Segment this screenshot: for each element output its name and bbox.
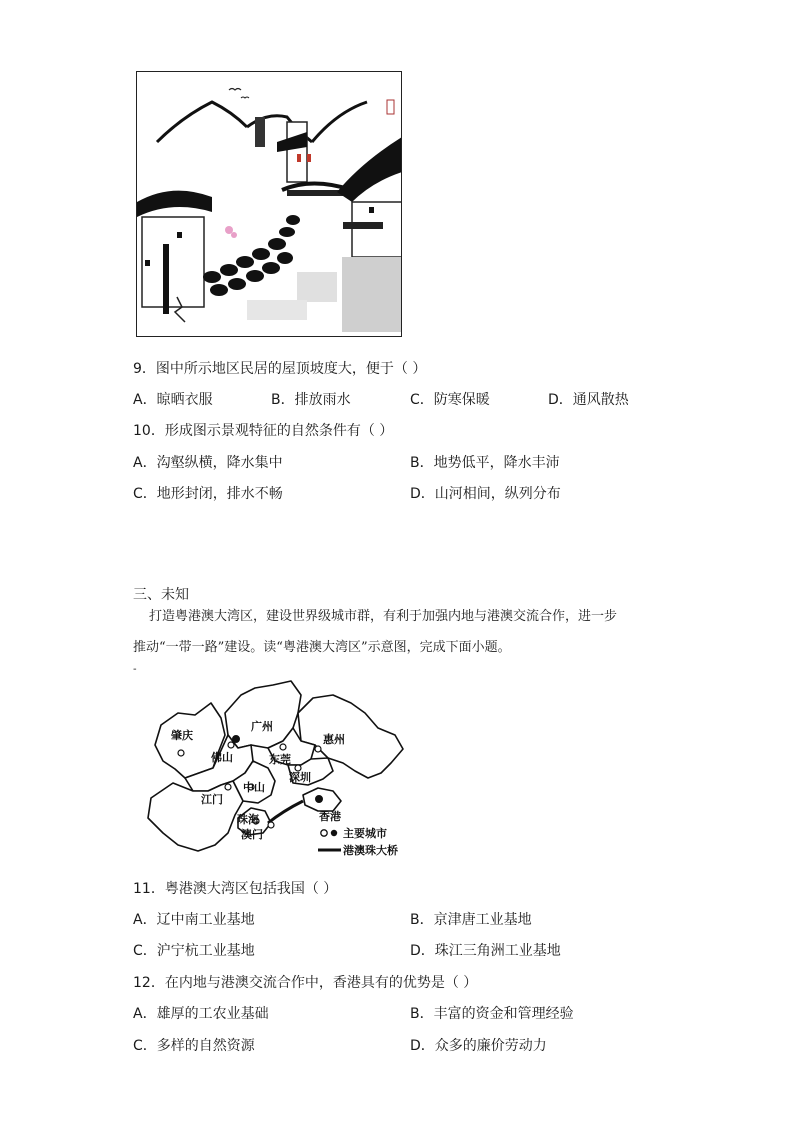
city-label-foshan: 佛山 [211,751,233,764]
city-label-dongguan: 东莞 [269,753,291,766]
legend-bridge-label: 港澳珠大桥 [343,844,398,857]
region-jiangmen [148,781,243,851]
city-dot-macau [268,822,274,828]
q9-option-a[interactable]: A．晾晒衣服 [133,392,213,408]
city-label-zhuhai: 珠海 [237,813,259,826]
intro-line-2: 推动“一带一路”建设。读“粤港澳大湾区”示意图，完成下面小题。 [133,640,511,655]
ink-painting-figure [136,71,402,337]
q9-option-b[interactable]: B．排放雨水 [271,392,351,408]
city-label-zhongshan: 中山 [243,781,265,794]
gba-map-figure [133,673,413,863]
bird-mark [229,89,241,91]
q12-option-d[interactable]: D．众多的廉价劳动力 [410,1038,547,1054]
city-label-jiangmen: 江门 [201,793,223,806]
q12-option-b[interactable]: B．丰富的资金和管理经验 [410,1006,574,1022]
city-dot-huizhou [315,746,321,752]
q10-option-b[interactable]: B．地势低平，降水丰沛 [410,455,560,471]
city-dot-dongguan [280,744,286,750]
q11-option-a[interactable]: A．辽中南工业基地 [133,912,255,928]
ink-painting [137,72,402,337]
question-9-stem: 9．图中所示地区民居的屋顶坡度大，便于（ ） [133,361,427,377]
city-label-zhaoqing: 肇庆 [171,729,193,742]
q10-option-a[interactable]: A．沟壑纵横，降水集中 [133,455,283,471]
city-dot-jiangmen [225,784,231,790]
city-label-macau: 澳门 [241,828,263,841]
city-dot-hongkong [316,796,323,803]
legend-dot-filled [331,830,337,836]
q10-option-d[interactable]: D．山河相间，纵列分布 [410,486,561,502]
legend-dot-open [321,830,327,836]
city-dot-foshan [228,742,234,748]
q9-option-d[interactable]: D．通风散热 [548,392,629,408]
bridge-line [268,801,303,823]
legend-city-label: 主要城市 [343,827,387,840]
stray-mark: - [133,664,137,675]
q11-option-d[interactable]: D．珠江三角洲工业基地 [410,943,561,959]
question-11-stem: 11．粤港澳大湾区包括我国（ ） [133,881,338,897]
bird-mark [241,97,249,98]
q10-option-c[interactable]: C．地形封闭，排水不畅 [133,486,283,502]
question-10-stem: 10．形成图示景观特征的自然条件有（ ） [133,423,394,439]
city-label-shenzhen: 深圳 [289,771,311,784]
section-title: 三、未知 [133,587,189,603]
question-12-stem: 12．在内地与港澳交流合作中，香港具有的优势是（ ） [133,975,478,991]
q11-option-c[interactable]: C．沪宁杭工业基地 [133,943,255,959]
q12-option-c[interactable]: C．多样的自然资源 [133,1038,255,1054]
city-dot-zhaoqing [178,750,184,756]
city-label-hongkong: 香港 [319,810,341,823]
q12-option-a[interactable]: A．雄厚的工农业基础 [133,1006,269,1022]
city-label-guangzhou: 广州 [251,720,273,733]
intro-line-1: 打造粤港澳大湾区，建设世界级城市群，有利于加强内地与港澳交流合作，进一步 [149,609,618,624]
city-label-huizhou: 惠州 [323,733,345,746]
city-dot-guangzhou [233,736,240,743]
q11-option-b[interactable]: B．京津唐工业基地 [410,912,532,928]
gba-map [133,673,413,863]
q9-option-c[interactable]: C．防寒保暖 [410,392,490,408]
